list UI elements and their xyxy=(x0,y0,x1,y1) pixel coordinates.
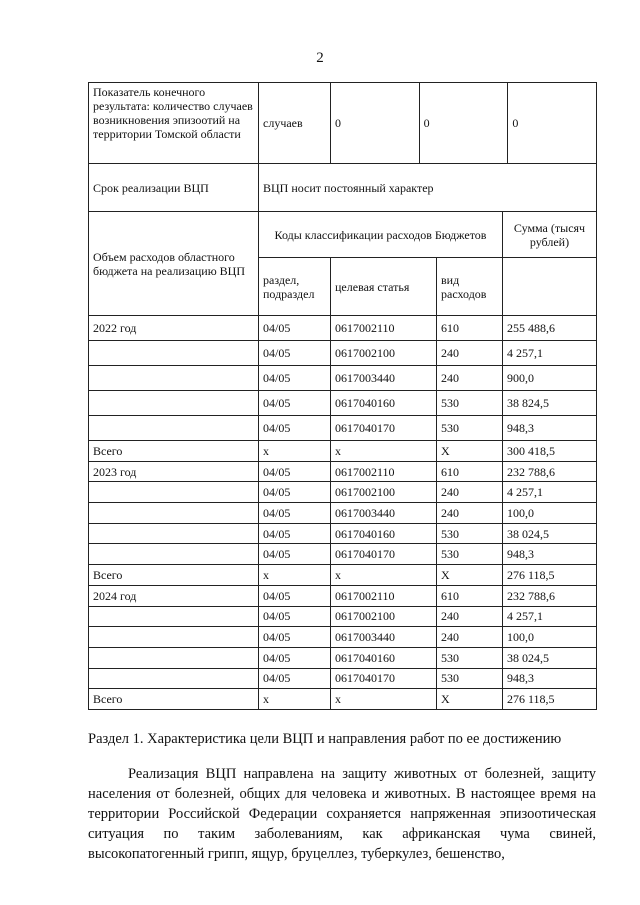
type-cell: 240 xyxy=(437,341,503,366)
table-row xyxy=(89,341,597,366)
article-cell: 0617002110 xyxy=(331,585,437,606)
sum-cell: 900,0 xyxy=(503,366,597,391)
year-label-empty xyxy=(89,523,259,544)
term-row xyxy=(89,164,597,212)
year-label-empty xyxy=(89,544,259,565)
section-cell: 04/05 xyxy=(259,391,331,416)
section-cell: 04/05 xyxy=(259,647,331,668)
table-row xyxy=(89,503,597,524)
type-cell: 530 xyxy=(437,416,503,441)
body-paragraph: Реализация ВЦП направлена на защиту животных от болезней, защиту населения от болезней, общих для человека и животных. В настоящее время на территории Российской Федерации сохраняется напряженная эпизоотическая ситуация по таким заболеваниям, как африканская чума свиней, высокопатогенный грипп, ящур, бруцеллез, туберкулез, бешенство, xyxy=(88,766,596,862)
year-label-empty xyxy=(89,391,259,416)
indicator-value-2: 0 xyxy=(420,83,509,163)
indicator-value-3: 0 xyxy=(512,116,519,130)
sum-cell: 38 024,5 xyxy=(503,523,597,544)
article-cell: 0617002110 xyxy=(331,461,437,482)
table-row xyxy=(89,668,597,689)
year-label-empty xyxy=(89,647,259,668)
table-row xyxy=(89,627,597,648)
table-row xyxy=(89,366,597,391)
section-heading: Раздел 1. Характеристика цели ВЦП и направления работ по ее достижению xyxy=(88,731,562,747)
sum-cell: 100,0 xyxy=(503,503,597,524)
article-cell: 0617040170 xyxy=(331,668,437,689)
article-cell: 0617003440 xyxy=(331,627,437,648)
type-cell: 530 xyxy=(437,391,503,416)
program-table xyxy=(88,82,597,710)
type-cell: 240 xyxy=(437,606,503,627)
section-cell: 04/05 xyxy=(259,585,331,606)
table-row xyxy=(89,316,597,341)
table-row xyxy=(89,482,597,503)
section-cell: х xyxy=(259,441,331,462)
section-cell: х xyxy=(259,565,331,586)
section-cell: 04/05 xyxy=(259,606,331,627)
sum-cell: 4 257,1 xyxy=(503,606,597,627)
table-row xyxy=(89,461,597,482)
total-label: Всего xyxy=(89,689,259,710)
article-cell: 0617040160 xyxy=(331,647,437,668)
term-value: ВЦП носит постоянный характер xyxy=(259,164,597,212)
sum-cell: 232 788,6 xyxy=(503,461,597,482)
sum-cell: 276 118,5 xyxy=(503,689,597,710)
type-cell: Х xyxy=(437,441,503,462)
table-row xyxy=(89,585,597,606)
article-cell: 0617003440 xyxy=(331,366,437,391)
section-cell: 04/05 xyxy=(259,416,331,441)
article-cell: 0617040160 xyxy=(331,391,437,416)
codes-header: Коды классификации расходов Бюджетов xyxy=(259,212,503,258)
sum-cell: 948,3 xyxy=(503,416,597,441)
section-cell: 04/05 xyxy=(259,341,331,366)
total-label: Всего xyxy=(89,565,259,586)
year-label: 2023 год xyxy=(89,461,259,482)
year-label-empty xyxy=(89,606,259,627)
type-cell: 610 xyxy=(437,316,503,341)
year-label-empty xyxy=(89,416,259,441)
sum-cell: 38 824,5 xyxy=(503,391,597,416)
type-cell: 610 xyxy=(437,461,503,482)
sum-cell: 948,3 xyxy=(503,668,597,689)
indicator-unit: случаев xyxy=(259,83,331,164)
table-row xyxy=(89,647,597,668)
type-cell: Х xyxy=(437,689,503,710)
type-cell: 530 xyxy=(437,523,503,544)
type-cell: 240 xyxy=(437,627,503,648)
indicator-value-1: 0 xyxy=(331,83,420,163)
article-cell: 0617002100 xyxy=(331,606,437,627)
section-cell: 04/05 xyxy=(259,366,331,391)
type-cell: 530 xyxy=(437,544,503,565)
total-row xyxy=(89,565,597,586)
total-label: Всего xyxy=(89,441,259,462)
page-number: 2 xyxy=(316,50,324,66)
sum-cell: 276 118,5 xyxy=(503,565,597,586)
type-cell: 530 xyxy=(437,668,503,689)
year-label: 2024 год xyxy=(89,585,259,606)
table-row xyxy=(89,544,597,565)
section-cell: 04/05 xyxy=(259,668,331,689)
section-cell: 04/05 xyxy=(259,316,331,341)
term-label: Срок реализации ВЦП xyxy=(89,164,259,212)
sum-cell: 232 788,6 xyxy=(503,585,597,606)
section-cell: 04/05 xyxy=(259,544,331,565)
year-label: 2022 год xyxy=(89,316,259,341)
sum-cell: 255 488,6 xyxy=(503,316,597,341)
sum-cell: 300 418,5 xyxy=(503,441,597,462)
sum-cell: 38 024,5 xyxy=(503,647,597,668)
article-cell: 0617040170 xyxy=(331,416,437,441)
table-row xyxy=(89,391,597,416)
type-cell: 240 xyxy=(437,503,503,524)
sum-header: Сумма (тысяч рублей) xyxy=(503,212,597,258)
section-cell: 04/05 xyxy=(259,503,331,524)
indicator-row xyxy=(89,83,597,164)
type-cell: 530 xyxy=(437,647,503,668)
year-label-empty xyxy=(89,503,259,524)
total-row xyxy=(89,689,597,710)
article-cell: 0617002100 xyxy=(331,482,437,503)
section-cell: 04/05 xyxy=(259,627,331,648)
col-section-header: раздел, подраздел xyxy=(259,258,331,316)
budget-header-row xyxy=(89,212,597,258)
section-cell: 04/05 xyxy=(259,461,331,482)
article-cell: 0617040160 xyxy=(331,523,437,544)
sum-cell: 4 257,1 xyxy=(503,341,597,366)
article-cell: 0617003440 xyxy=(331,503,437,524)
total-row xyxy=(89,441,597,462)
type-cell: Х xyxy=(437,565,503,586)
year-label-empty xyxy=(89,482,259,503)
section-cell: х xyxy=(259,689,331,710)
sum-cell: 100,0 xyxy=(503,627,597,648)
year-label-empty xyxy=(89,627,259,648)
year-label-empty xyxy=(89,668,259,689)
article-cell: х xyxy=(331,565,437,586)
type-cell: 240 xyxy=(437,482,503,503)
article-cell: 0617040170 xyxy=(331,544,437,565)
table-row xyxy=(89,416,597,441)
type-cell: 240 xyxy=(437,366,503,391)
article-cell: 0617002110 xyxy=(331,316,437,341)
article-cell: х xyxy=(331,689,437,710)
col-type-header: вид расходов xyxy=(437,258,503,316)
type-cell: 610 xyxy=(437,585,503,606)
section-cell: 04/05 xyxy=(259,523,331,544)
indicator-label: Показатель конечного результата: количество случаев возникновения эпизоотий на территории Томской области xyxy=(89,83,259,164)
year-label-empty xyxy=(89,366,259,391)
sum-cell: 948,3 xyxy=(503,544,597,565)
sum-cell: 4 257,1 xyxy=(503,482,597,503)
section-cell: 04/05 xyxy=(259,482,331,503)
budget-label: Объем расходов областного бюджета на реализацию ВЦП xyxy=(89,212,259,316)
budget-years xyxy=(89,316,597,710)
article-cell: 0617002100 xyxy=(331,341,437,366)
year-label-empty xyxy=(89,341,259,366)
col-article-header: целевая статья xyxy=(331,258,437,316)
table-row xyxy=(89,606,597,627)
table-row xyxy=(89,523,597,544)
article-cell: х xyxy=(331,441,437,462)
